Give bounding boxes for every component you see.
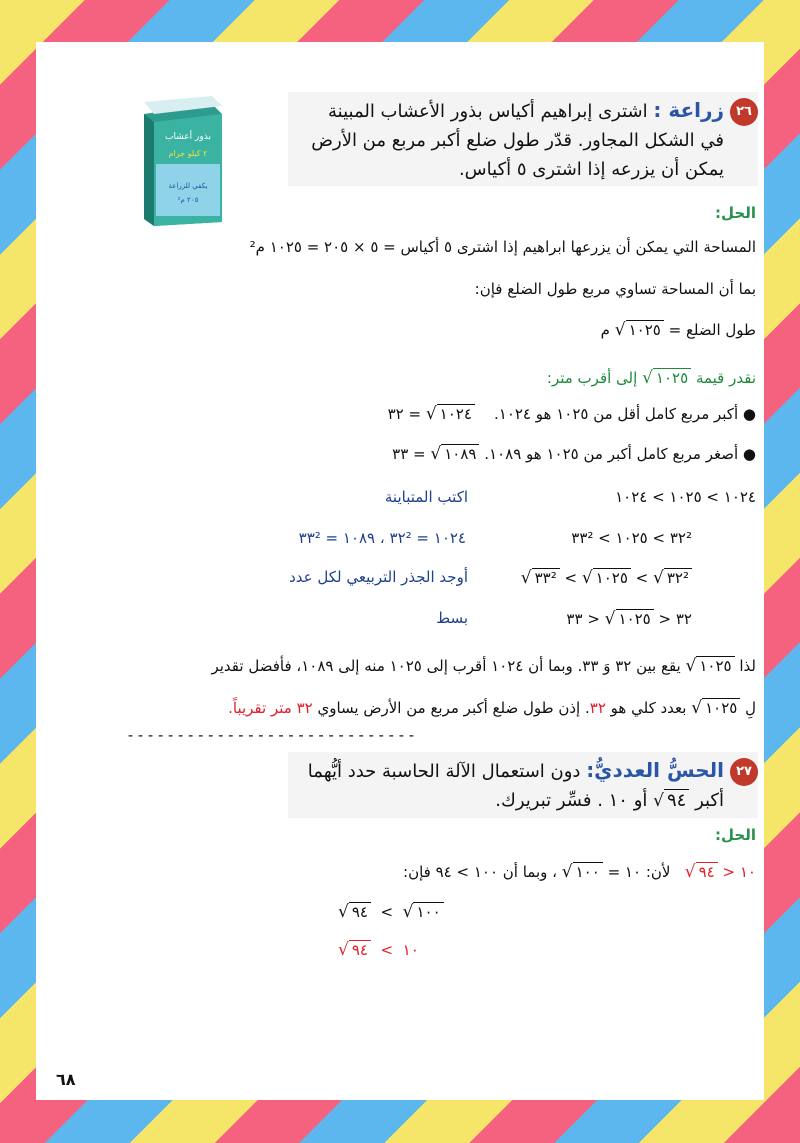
bullet-1: ● أكبر مربع كامل أقل من ١٠٢٥ هو ١٠٢٤. √ ١٠٢٤ = ٣٢: [387, 404, 756, 424]
estimate-line: نقدر قيمة √ ١٠٢٥ إلى أقرب متر:: [546, 368, 756, 388]
bag-brand: بذور أعشاب: [165, 132, 211, 142]
seed-bag-image: [134, 94, 226, 229]
conclusion-2-radicand: ١٠٢٥: [702, 698, 740, 717]
estimate-b: إلى أقرب متر:: [546, 369, 638, 387]
estimate-a: نقدر قيمة: [695, 369, 756, 387]
question-number-26: ٢٦: [730, 98, 758, 126]
question-line1: اشترى إبراهيم أكياس بذور الأعشاب المبينة: [328, 101, 648, 122]
step-4-b: < ٣٣: [566, 610, 600, 628]
step-3-r3: ٣٣²: [532, 568, 560, 587]
solution-label-27: الحل:: [715, 826, 756, 844]
bullet-1-value: = ٣٢: [387, 405, 422, 423]
sol27-a-rest: ، وبما أن ١٠٠ > ٩٤ فإن:: [403, 863, 557, 881]
divider: -----------------------------: [126, 726, 417, 744]
question-number-27: ٢٧: [730, 758, 758, 786]
conclusion-2-num: ٣٢: [589, 699, 606, 717]
bullet-2-value: = ٣٣: [392, 445, 426, 463]
area-line: المساحة التي يمكن أن يزرعها ابراهيم إذا اشترى ٥ أكياس = ٥ × ٢٠٥ = ١٠٢٥ م²: [249, 238, 756, 256]
step-4-note: بسط: [436, 609, 468, 627]
sol27-c-num: ١٠: [402, 941, 419, 959]
question-line2: في الشكل المجاور. قدّر طول ضلع أكبر مربع من الأرض: [311, 129, 724, 151]
since-line: بما أن المساحة تساوي مربع طول الضلع فإن:: [474, 280, 756, 298]
solution-27-line-a: ١٠ < √ ٩٤ لأن: ١٠ = √ ١٠٠ ، وبما أن ١٠٠ > ٩٤ فإن:: [403, 862, 756, 882]
question-line3: يمكن أن يزرعه إذا اشترى ٥ أكياس.: [458, 158, 724, 180]
side-label: طول الضلع =: [668, 321, 756, 339]
step-2-expr: ٣٢² > ١٠٢٥ > ٣٣²: [571, 529, 692, 547]
page-number: ٦٨: [56, 1070, 76, 1089]
bag-note1: يكفي للزراعة: [168, 182, 208, 190]
side-length-line: طول الضلع = √ ١٠٢٥ م: [600, 320, 756, 340]
question-topic: زراعة :: [653, 98, 724, 122]
sol27-b-lt: <: [380, 903, 394, 921]
step-1-note: اكتب المتباينة: [384, 488, 468, 506]
question-27-radicand: ٩٤: [664, 789, 689, 811]
sol27-b-rad1: ٩٤: [349, 902, 371, 921]
sol27-a-radicand: ٩٤: [696, 862, 718, 881]
conclusion-2b: بعدد كلي هو: [610, 699, 687, 717]
side-unit: م: [600, 321, 610, 339]
question-27-line2a: أكبر: [695, 789, 724, 811]
conclusion-2c: . إذن طول ضلع أكبر مربع من الأرض يساوي: [317, 699, 590, 717]
sol27-c-lt: <: [380, 941, 394, 959]
conclusion-2-answer: ٣٢ متر تقريباً.: [228, 699, 313, 717]
sol27-a-because: لأن: ١٠ =: [607, 863, 671, 881]
question-27-line1: دون استعمال الآلة الحاسبة حدد أيُّهما: [307, 761, 581, 782]
sol27-b-rad2: ١٠٠: [413, 902, 443, 921]
bullet-2-text: أصغر مربع كامل أكبر من ١٠٢٥ هو ١٠٨٩.: [484, 445, 739, 463]
question-27-topic: الحسُّ العدديُّ:: [586, 758, 724, 782]
solution-27-line-b: √ ٩٤ < √ ١٠٠: [338, 902, 444, 922]
bullet-1-radicand: ١٠٢٤: [437, 404, 475, 423]
bullet-2-radicand: ١٠٨٩: [441, 444, 479, 463]
conclusion-1b: يقع بين ٣٢ وَ ٣٣. وبما أن ١٠٢٤ أقرب إلى ١٠٢٥ منه إلى ١٠٨٩، فأفضل تقدير: [211, 657, 681, 675]
solution-label-26: الحل:: [715, 204, 756, 222]
step-1-expr: ١٠٢٤ > ١٠٢٥ > ١٠٢٤: [615, 488, 756, 506]
bullet-2: ● أصغر مربع كامل أكبر من ١٠٢٥ هو ١٠٨٩. √ ١٠٨٩ = ٣٣: [392, 444, 756, 464]
question-27-line2: أكبر √ ٩٤ أو ١٠ . فسِّر تبريرك.: [495, 789, 724, 811]
question-27: [288, 752, 758, 818]
estimate-radicand: ١٠٢٥: [653, 368, 691, 387]
question-26: [288, 92, 758, 186]
sol27-a-radicand2: ١٠٠: [573, 862, 603, 881]
step-4-radicand: ١٠٢٥: [616, 609, 654, 628]
step-3-r1: ٣٢²: [664, 568, 692, 587]
bullet-1-text: أكبر مربع كامل أقل من ١٠٢٥ هو ١٠٢٤.: [493, 405, 739, 423]
conclusion-2a: لِ: [745, 699, 756, 717]
solution-27-line-c: √ ٩٤ < ١٠: [338, 940, 419, 960]
sol27-a-lt: <: [722, 863, 736, 881]
step-2-note: ١٠٢٤ = ٣٢² ، ١٠٨٩ = ٣٣²: [298, 529, 466, 547]
step-3-note: أوجد الجذر التربيعي لكل عدد: [289, 568, 468, 586]
page: [36, 42, 764, 1100]
step-4-expr: ٣٢ < √ ١٠٢٥ < ٣٣: [566, 609, 692, 629]
question-27-line2b: أو ١٠ . فسِّر تبريرك.: [495, 789, 648, 811]
conclusion-line-2: لِ √ ١٠٢٥ بعدد كلي هو ٣٢. إذن طول ضلع أكبر مربع من الأرض يساوي ٣٢ متر تقريباً.: [228, 698, 756, 718]
sol27-a-num: ١٠: [739, 863, 756, 881]
step-3-expr: √ ٣٢² > √ ١٠٢٥ > √ ٣٣²: [462, 568, 692, 588]
sol27-c-radicand: ٩٤: [349, 940, 371, 959]
step-3-r2: ١٠٢٥: [593, 568, 631, 587]
conclusion-1a: لذا: [739, 657, 756, 675]
side-radicand: ١٠٢٥: [626, 320, 664, 339]
conclusion-line-1: لذا √ ١٠٢٥ يقع بين ٣٢ وَ ٣٣. وبما أن ١٠٢٤ أقرب إلى ١٠٢٥ منه إلى ١٠٨٩، فأفضل تقدير: [211, 656, 756, 676]
bag-note2: ٢٠٥ م²: [177, 196, 199, 204]
bag-weight: ٢ كيلو جرام: [168, 149, 208, 158]
step-4-a: ٣٢ <: [658, 610, 692, 628]
conclusion-1-radicand: ١٠٢٥: [696, 656, 734, 675]
